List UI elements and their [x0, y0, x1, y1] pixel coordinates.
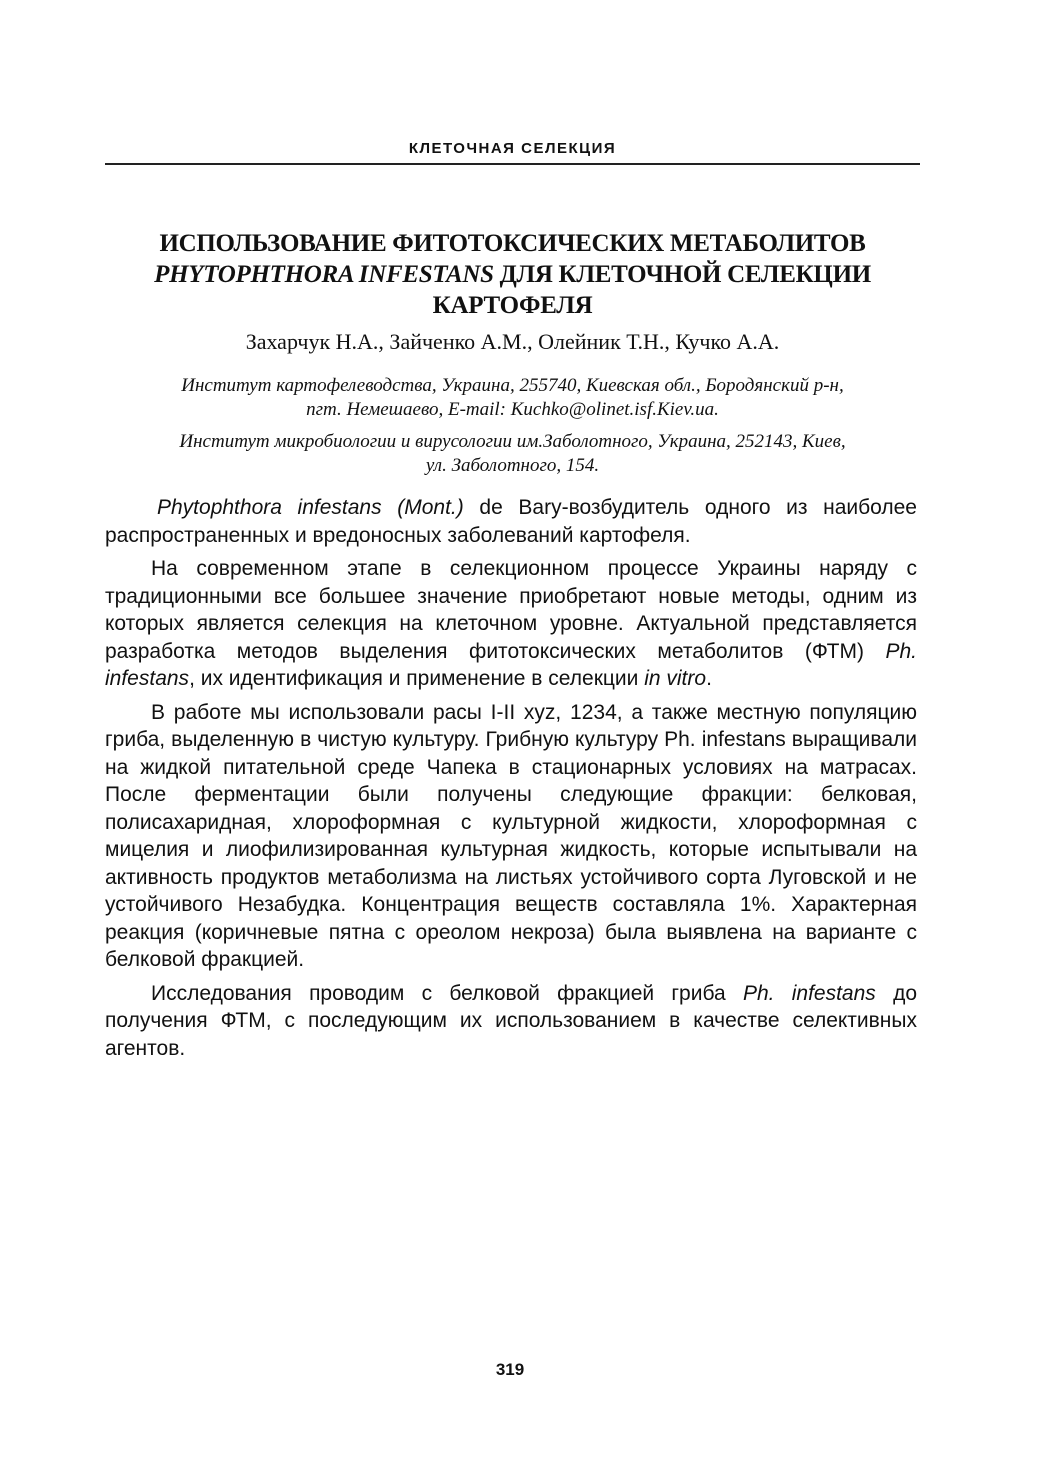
authors-line: Захарчук Н.А., Зайченко А.М., Олейник Т.Н., Кучко А.А. [245, 329, 780, 354]
affiliation-2-line-2: ул. Заболотного, 154. [425, 455, 600, 476]
affiliation-1-line-2: пгт. Немешаево, E-mail: Kuchko@olinet.isf.Kiev.ua. [306, 399, 719, 420]
p4-text-end: до получения ФТМ, с последующим их использованием в качестве селективных агентов. [105, 981, 917, 1060]
paragraph-1 [105, 494, 917, 549]
p1-species: Phytophthora infestans (Mont.) [157, 496, 464, 519]
running-header: КЛЕТОЧНАЯ СЕЛЕКЦИЯ [408, 140, 617, 157]
title-line-2 [105, 259, 920, 290]
affiliation-1 [105, 374, 920, 422]
p2-text-end: . [706, 667, 712, 690]
article-body [105, 494, 917, 1068]
p2-text-start: На современном этапе в селекционном процессе Украины наряду с традиционными все большее значение приобретают новые методы, одним из которых является селекция на клеточном уровне. Актуальной представляется разработка методов выделения фитотоксических метаболитов (ФТМ) [105, 557, 917, 663]
paragraph-3: В работе мы использовали расы I-II xyz, 1234, а также местную популяцию гриба, выделенную в чистую культуру. Грибную культуру Ph. infestans выращивали на жидкой питательной среде Чапека в стационарных условиях на матрасах. После ферментации были получены следующие фракции: белковая, полисахаридная, хлороформная с культурной жидкости, хлороформная с мицелия и лиофилизированная культурная жидкость, которые испытывали на активность продуктов метаболизма на листьях устойчивого сорта Луговской и не устойчивого Незабудка. Концентрация веществ составляла 1%. Характерная реакция (коричневые пятна с ореолом некроза) была выявлена на варианте с белковой фракцией. [105, 700, 917, 971]
page-number: 319 [495, 1360, 525, 1379]
title-line-1: ИСПОЛЬЗОВАНИЕ ФИТОТОКСИЧЕСКИХ МЕТАБОЛИТОВ [159, 230, 866, 257]
p2-text-mid: , их идентификация и применение в селекции [189, 667, 645, 690]
paragraph-4 [105, 980, 917, 1063]
title-line-2-rest: ДЛЯ КЛЕТОЧНОЙ СЕЛЕКЦИИ [493, 261, 871, 288]
title-species-name: PHYTOPHTHORA INFESTANS [154, 261, 494, 288]
p2-species: Ph. infestans [105, 639, 917, 690]
p2-in-vitro: in vitro [644, 667, 707, 690]
affiliation-2-line-1: Институт микробиологии и вирусологии им.Заболотного, Украина, 252143, Киев, [179, 431, 846, 452]
affiliation-2 [105, 430, 920, 478]
paragraph-2 [105, 555, 917, 693]
affiliation-1-line-1: Институт картофелеводства, Украина, 255740, Киевская обл., Бородянский р-н, [181, 375, 844, 396]
title-line-3: КАРТОФЕЛЯ [432, 292, 593, 319]
p4-species: Ph. infestans [742, 981, 876, 1005]
p1-text: de Bary-возбудитель одного из наиболее распространенных и вредоносных заболеваний картофеля. [105, 496, 917, 547]
article-title [105, 228, 920, 321]
header-rule [105, 163, 920, 165]
p4-text-start: Исследования проводим с белковой фракцией гриба [151, 981, 743, 1005]
